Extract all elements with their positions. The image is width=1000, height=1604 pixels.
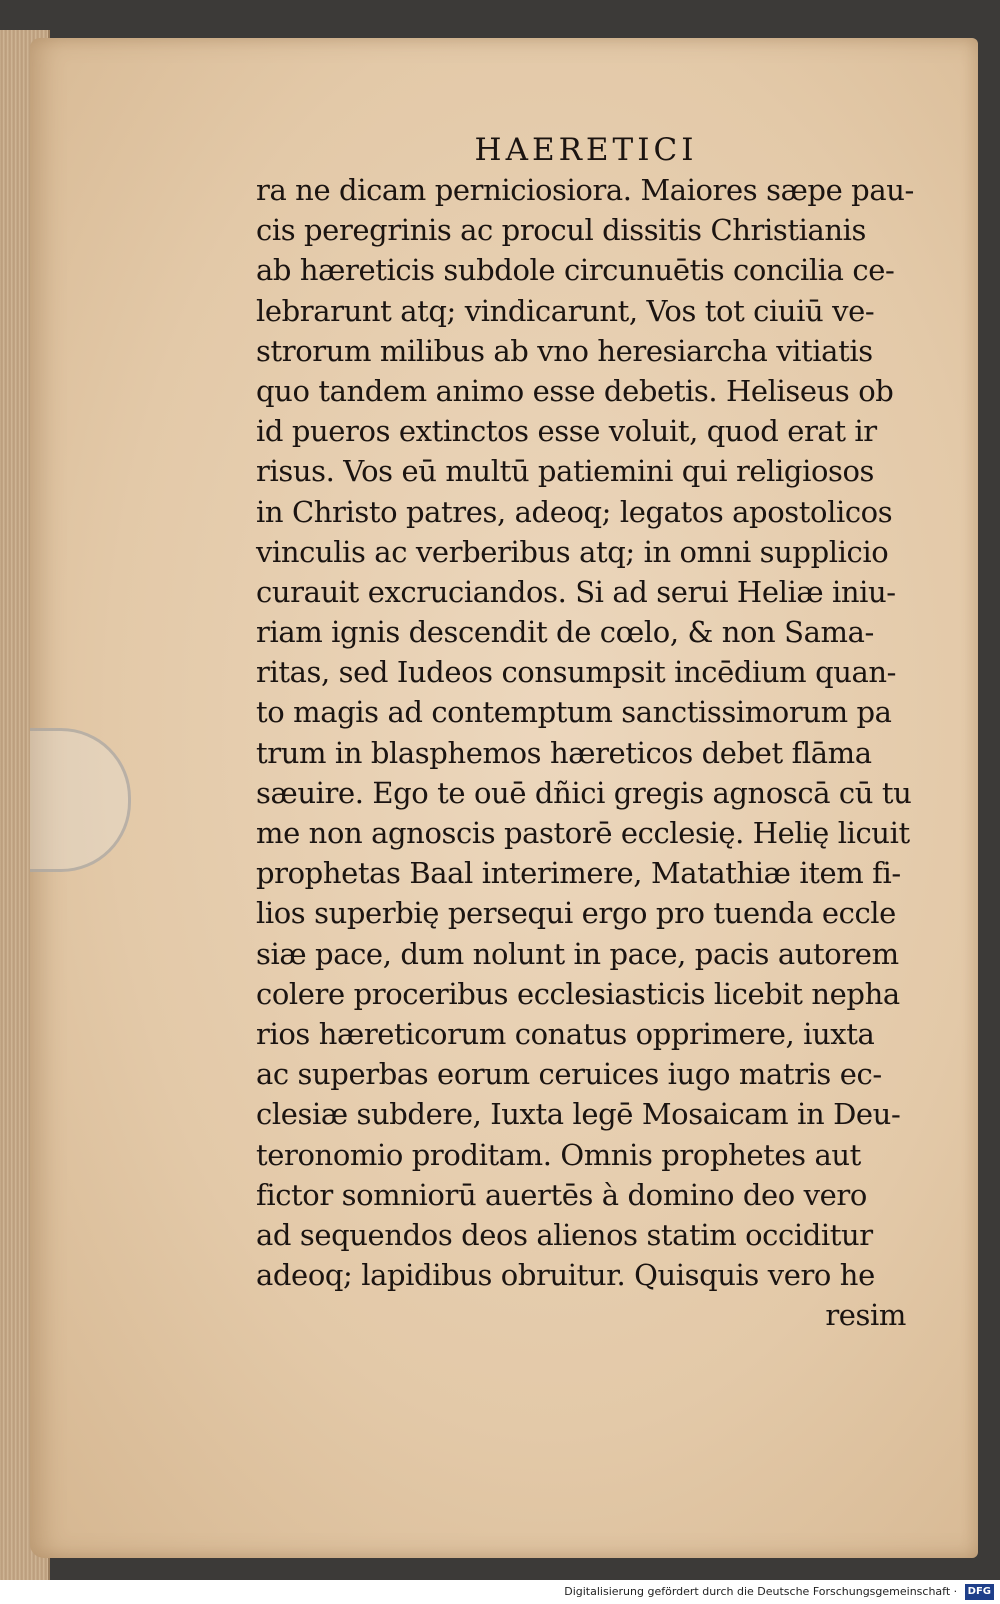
text-line: quo tandem animo esse debetis. Heliseus ob bbox=[256, 373, 894, 408]
dfg-logo-icon: DFG bbox=[965, 1584, 994, 1600]
text-line: curauit excruciandos. Si ad serui Heliæ iniu- bbox=[256, 574, 896, 609]
text-line: clesiæ subdere, Iuxta legē Mosaicam in Deu- bbox=[256, 1097, 901, 1132]
text-line: siæ pace, dum nolunt in pace, pacis autorem bbox=[256, 936, 899, 971]
text-line: ra ne dicam perniciosiora. Maiores sæpe pau- bbox=[256, 173, 914, 207]
text-line: risus. Vos eū multū patiemini qui religiosos bbox=[256, 454, 875, 489]
text-line: lios superbię persequi ergo pro tuenda eccle bbox=[256, 896, 896, 931]
text-line: colere proceribus ecclesiasticis licebit nepha bbox=[256, 976, 900, 1011]
footer-bar bbox=[0, 1580, 1000, 1604]
text-line: rios hæreticorum conatus opprimere, iuxta bbox=[256, 1016, 875, 1051]
text-line: ac superbas eorum ceruices iugo matris ec- bbox=[256, 1057, 882, 1092]
text-line: teronomio proditam. Omnis prophetes aut bbox=[256, 1137, 861, 1172]
text-line: ritas, sed Iudeos consumpsit incēdium quan- bbox=[256, 655, 897, 690]
text-line: prophetas Baal interimere, Matathiæ item fi- bbox=[256, 856, 901, 891]
text-line: vinculis ac verberibus atq; in omni supplicio bbox=[256, 534, 889, 569]
text-line: ab hæreticis subdole circunuētis concilia ce- bbox=[256, 253, 895, 288]
text-line: in Christo patres, adeoq; legatos apostolicos bbox=[256, 494, 893, 529]
text-line: me non agnoscis pastorē ecclesię. Helię licuit bbox=[256, 816, 910, 850]
text-line: riam ignis descendit de cœlo, & non Sama- bbox=[256, 615, 874, 650]
text-line: id pueros extinctos esse voluit, quod erat ir bbox=[256, 414, 877, 449]
text-line: fictor somniorū auertēs à domino deo vero bbox=[256, 1177, 867, 1212]
page-text bbox=[256, 130, 926, 1335]
text-line: trum in blasphemos hæreticos debet flāma bbox=[256, 735, 872, 770]
text-line: ad sequendos deos alienos statim occiditur bbox=[256, 1217, 873, 1252]
page-clip bbox=[30, 728, 131, 872]
text-lines bbox=[256, 170, 926, 1335]
text-line: to magis ad contemptum sanctissimorum pa bbox=[256, 695, 892, 730]
text-line: strorum milibus ab vno heresiarcha vitiatis bbox=[256, 333, 873, 368]
text-line: cis peregrinis ac procul dissitis Christianis bbox=[256, 213, 867, 248]
text-line: sæuire. Ego te ouē dñici gregis agnoscā cū tu bbox=[256, 775, 912, 810]
text-line: resim bbox=[825, 1298, 906, 1333]
text-line: lebrarunt atq; vindicarunt, Vos tot ciuiū ve- bbox=[256, 293, 875, 328]
text-line: adeoq; lapidibus obruitur. Quisquis vero he bbox=[256, 1258, 875, 1293]
running-header: HAERETICI bbox=[474, 132, 698, 168]
funding-credit: Digitalisierung gefördert durch die Deutsche Forschungsgemeinschaft · bbox=[564, 1585, 958, 1598]
